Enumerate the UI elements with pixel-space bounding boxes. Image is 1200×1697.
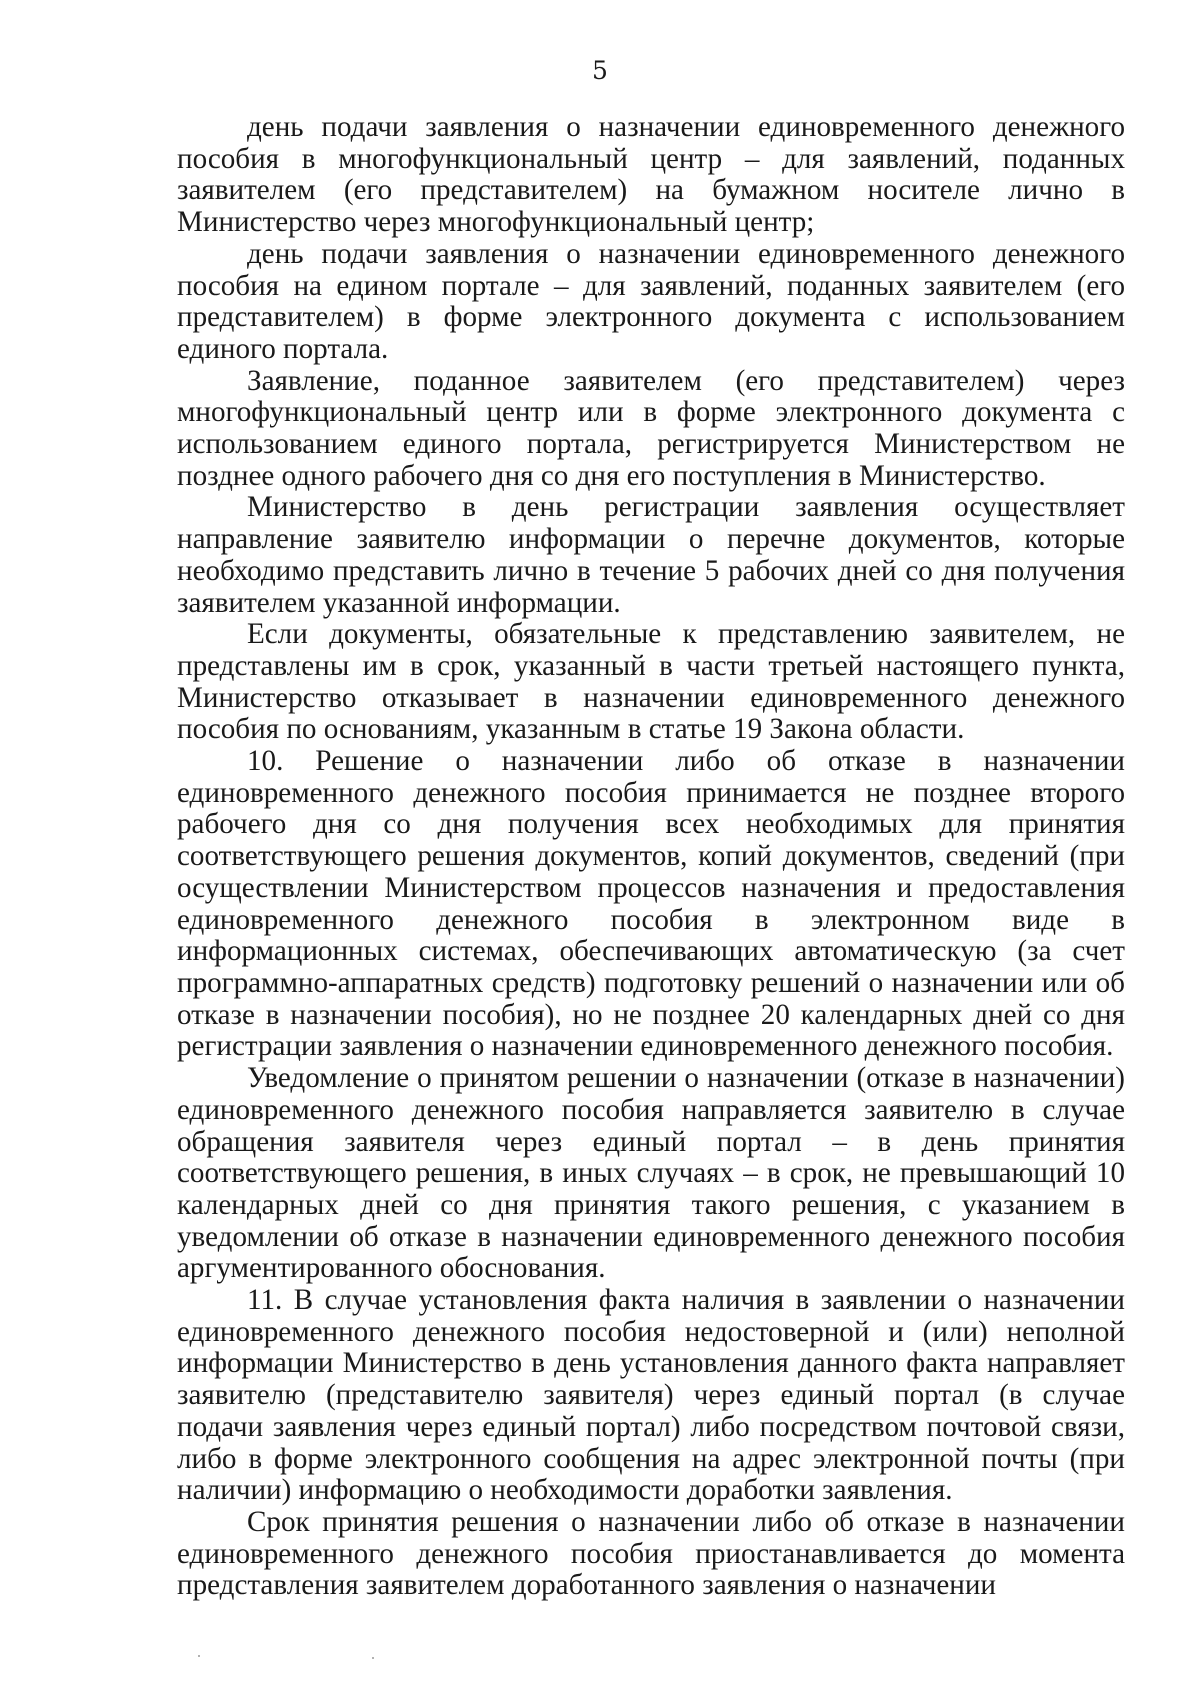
paragraph: день подачи заявления о назначении единовременного денежного пособия на едином портале – для заявлений, поданных заявителем (его представителем) в форме электронного документа с использованием единого портала.	[177, 237, 1125, 365]
scan-speck	[372, 1657, 374, 1659]
paragraph-item-10: 10. Решение о назначении либо об отказе в назначении единовременного денежного пособия принимается не позднее второго рабочего дня со дня получения всех необходимых для принятия соответствующего решения документов, копий документов, сведений (при осуществлении Министерством процессов назначения и предоставления единовременного денежного пособия в электронном виде в информационных системах, обеспечивающих автоматическую (за счет программно-аппаратных средств) подготовку решений о назначении или об отказе в назначении пособия), но не позднее 20 календарных дней со дня регистрации заявления о назначении единовременного денежного пособия.	[177, 745, 1125, 1063]
paragraph: Если документы, обязательные к представлению заявителем, не представлены им в срок, указанный в части третьей настоящего пункта, Министерство отказывает в назначении единовременного денежного пособия по основаниям, указанным в статье 19 Закона области.	[177, 618, 1125, 746]
scan-speck	[198, 1655, 200, 1657]
paragraph-item-11: 11. В случае установления факта наличия в заявлении о назначении единовременного денежного пособия недостоверной и (или) неполной информации Министерство в день установления данного факта направляет заявителю (представителю заявителя) через единый портал (в случае подачи заявления через единый портал) либо посредством почтовой связи, либо в форме электронного сообщения на адрес электронной почты (при наличии) информацию о необходимости доработки заявления.	[177, 1284, 1125, 1507]
paragraph: Срок принятия решения о назначении либо об отказе в назначении единовременного денежного пособия приостанавливается до момента представления заявителем доработанного заявления о назначении	[177, 1505, 1125, 1602]
paragraph: Министерство в день регистрации заявления осуществляет направление заявителю информации о перечне документов, которые необходимо представить лично в течение 5 рабочих дней со дня получения заявителем указанной информации.	[177, 491, 1125, 619]
paragraph: Заявление, поданное заявителем (его представителем) через многофункциональный центр или в форме электронного документа с использованием единого портала, регистрируется Министерством не позднее одного рабочего дня со дня его поступления в Министерство.	[177, 364, 1125, 492]
page-number: 5	[592, 56, 608, 85]
paragraph: день подачи заявления о назначении единовременного денежного пособия в многофункциональный центр – для заявлений, поданных заявителем (его представителем) на бумажном носителе лично в Министерство через многофункциональный центр;	[177, 111, 1125, 239]
document-body	[177, 112, 1125, 1602]
paragraph: Уведомление о принятом решении о назначении (отказе в назначении) единовременного денежного пособия направляется заявителю в случае обращения заявителя через единый портал – в день принятия соответствующего решения, в иных случаях – в срок, не превышающий 10 календарных дней со дня принятия такого решения, с указанием в уведомлении об отказе в назначении единовременного денежного пособия аргументированного обоснования.	[177, 1062, 1125, 1285]
